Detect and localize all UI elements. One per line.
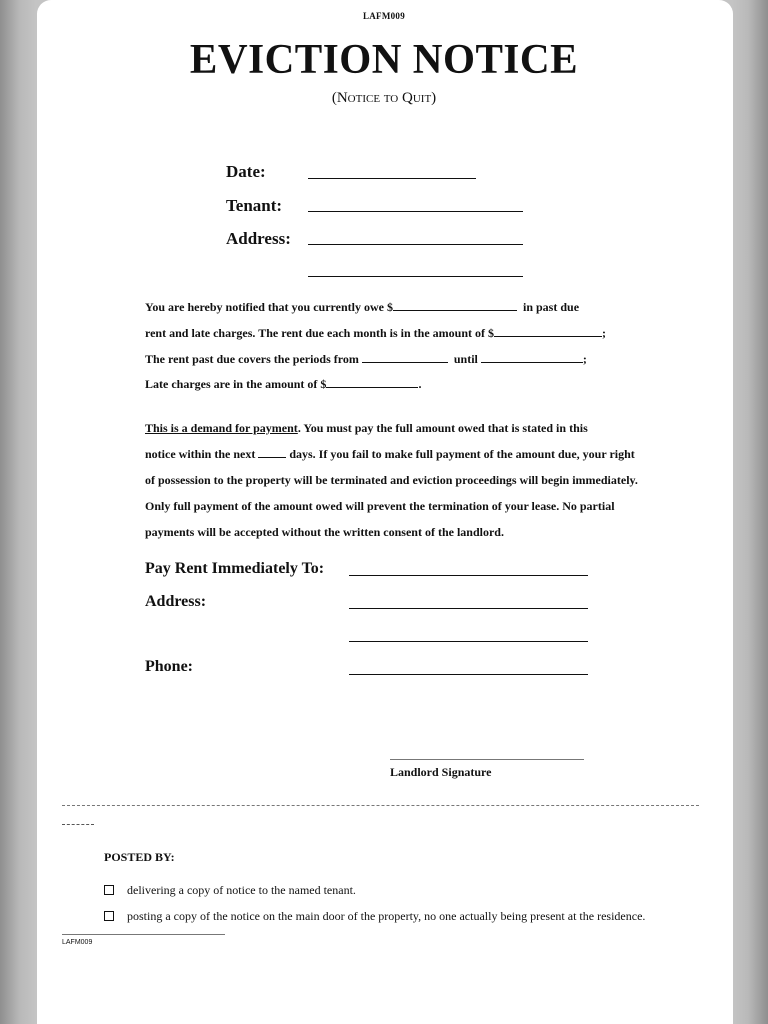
demand-line-1-text: . You must pay the full amount owed that is stated in this	[297, 421, 588, 435]
demand-line-2	[145, 447, 635, 462]
notice-line-2-text-a: rent and late charges. The rent due each month is in the amount of $	[145, 326, 495, 340]
period-until-blank[interactable]	[481, 362, 583, 363]
phone-field-line[interactable]	[349, 674, 588, 675]
notice-line-3-text-c: ;	[582, 352, 587, 366]
date-field-line[interactable]	[308, 178, 476, 179]
notice-line-4-text-b: .	[418, 377, 422, 391]
demand-line-1	[145, 421, 588, 436]
document-subtitle: (Notice to Quit)	[331, 90, 437, 106]
tenant-field-line[interactable]	[308, 211, 523, 212]
cut-line-short	[62, 824, 94, 825]
pay-to-field-line[interactable]	[349, 575, 588, 576]
notice-line-1-text-a: You are hereby notified that you currently owe $	[145, 300, 393, 314]
cut-line	[62, 805, 699, 806]
notice-line-1	[145, 300, 579, 315]
posted-option-2-text: posting a copy of the notice on the main door of the property, no one actually being present at the residence.	[127, 909, 646, 923]
late-charges-blank[interactable]	[326, 387, 418, 388]
demand-line-2-text-a: notice within the next	[145, 447, 256, 461]
tenant-label: Tenant:	[226, 196, 283, 215]
form-code-header: LAFM009	[362, 11, 406, 21]
posted-option-2-checkbox[interactable]	[104, 911, 114, 921]
amount-owed-blank[interactable]	[393, 310, 517, 311]
form-code-footer: LAFM009	[62, 939, 93, 946]
demand-line-3: of possession to the property will be terminated and eviction proceedings will begin immediately.	[145, 473, 638, 487]
demand-heading: This is a demand for payment	[145, 421, 298, 435]
pay-address-label: Address:	[145, 593, 207, 610]
pay-address-field-line-2[interactable]	[349, 641, 588, 642]
address-label: Address:	[226, 229, 291, 248]
demand-line-2-text-b: days. If you fail to make full payment of the amount due, your right	[289, 447, 635, 461]
monthly-rent-blank[interactable]	[494, 336, 602, 337]
address-field-line-1[interactable]	[308, 244, 523, 245]
notice-line-1-text-b: in past due	[523, 300, 580, 314]
phone-label: Phone:	[145, 658, 193, 675]
posted-option-1-text: delivering a copy of notice to the named tenant.	[127, 883, 356, 897]
notice-line-2	[145, 326, 606, 341]
notice-line-4-text-a: Late charges are in the amount of $	[145, 377, 327, 391]
notice-line-3	[145, 352, 587, 367]
posted-option-1-checkbox[interactable]	[104, 885, 114, 895]
pay-address-field-line-1[interactable]	[349, 608, 588, 609]
signature-line[interactable]	[390, 759, 584, 760]
notice-line-4	[145, 377, 421, 392]
footer-rule	[62, 934, 225, 935]
notice-line-3-text-b: until	[453, 352, 478, 366]
notice-line-3-text-a: The rent past due covers the periods from	[145, 352, 359, 366]
address-field-line-2[interactable]	[308, 276, 523, 277]
signature-label: Landlord Signature	[390, 765, 492, 779]
posted-by-heading: POSTED BY:	[104, 850, 175, 864]
period-from-blank[interactable]	[362, 362, 448, 363]
document-title: EVICTION NOTICE	[189, 37, 579, 83]
pay-to-label: Pay Rent Immediately To:	[145, 560, 325, 577]
date-label: Date:	[226, 162, 266, 181]
demand-line-4: Only full payment of the amount owed will prevent the termination of your lease. No partial	[145, 499, 615, 513]
days-blank[interactable]	[258, 457, 286, 458]
demand-line-5: payments will be accepted without the written consent of the landlord.	[145, 525, 504, 539]
notice-line-2-text-b: ;	[602, 326, 607, 340]
